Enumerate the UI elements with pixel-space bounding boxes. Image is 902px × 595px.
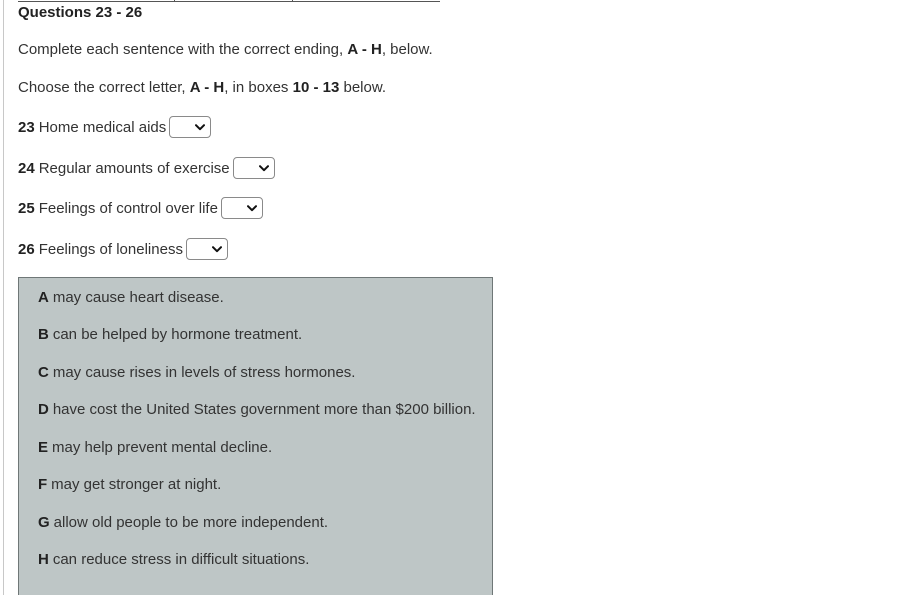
question-23 — [18, 115, 211, 139]
option-c — [38, 364, 355, 381]
option-text: allow old people to be more independent. — [53, 514, 329, 531]
instruction-letter-range: A - H — [347, 41, 382, 58]
instruction-text: , below. — [381, 41, 433, 58]
option-a — [38, 289, 224, 306]
question-number: 24 — [18, 159, 35, 177]
instruction-text: , in boxes — [224, 79, 289, 96]
sentence-endings-box — [18, 277, 493, 595]
option-text: have cost the United States government more than $200 billion. — [52, 401, 476, 418]
instruction-letter-range: A - H — [189, 79, 225, 96]
answer-select-23[interactable] — [169, 116, 211, 138]
instruction-box-range: 10 - 13 — [292, 79, 340, 96]
question-text: Feelings of loneliness — [38, 240, 183, 258]
option-text: can be helped by hormone treatment. — [52, 326, 303, 343]
table-cell-divider — [174, 0, 175, 1]
instruction-text: Choose the correct letter, — [18, 79, 186, 96]
question-number: 25 — [18, 199, 35, 217]
option-text: can reduce stress in difficult situations. — [52, 551, 310, 568]
option-letter: D — [38, 401, 49, 418]
previous-table-bottom-edge — [18, 0, 440, 2]
option-letter: G — [38, 514, 50, 531]
answer-select-25[interactable] — [221, 197, 263, 219]
option-text: may help prevent mental decline. — [52, 439, 273, 456]
option-d — [38, 401, 476, 418]
option-letter: B — [38, 326, 49, 343]
option-g — [38, 514, 328, 531]
question-25 — [18, 196, 263, 220]
questions-heading: Questions 23 - 26 — [18, 4, 143, 21]
question-number: 26 — [18, 240, 35, 258]
question-26 — [18, 237, 228, 261]
instruction-choose-letter — [18, 79, 386, 96]
option-text: may get stronger at night. — [51, 476, 222, 493]
answer-select-24[interactable] — [233, 157, 275, 179]
option-e — [38, 439, 272, 456]
option-h — [38, 551, 309, 568]
question-text: Home medical aids — [38, 118, 167, 136]
answer-select-26[interactable] — [186, 238, 228, 260]
question-text: Feelings of control over life — [38, 199, 218, 217]
question-24 — [18, 156, 275, 180]
option-text: may cause heart disease. — [52, 289, 224, 306]
option-text: may cause rises in levels of stress hormones. — [52, 364, 356, 381]
option-letter: E — [38, 439, 49, 456]
question-number: 23 — [18, 118, 35, 136]
table-cell-divider — [292, 0, 293, 1]
instruction-text: Complete each sentence with the correct ending, — [18, 41, 344, 58]
chevron-down-icon — [247, 205, 257, 212]
chevron-down-icon — [212, 246, 222, 253]
instruction-text: below. — [343, 79, 387, 96]
chevron-down-icon — [195, 124, 205, 131]
option-f — [38, 476, 221, 493]
option-letter: C — [38, 364, 49, 381]
left-border — [3, 0, 4, 595]
option-letter: F — [38, 476, 48, 493]
instruction-complete-sentences — [18, 41, 433, 58]
question-text: Regular amounts of exercise — [38, 159, 230, 177]
chevron-down-icon — [259, 165, 269, 172]
option-letter: H — [38, 551, 49, 568]
option-b — [38, 326, 302, 343]
option-letter: A — [38, 289, 49, 306]
